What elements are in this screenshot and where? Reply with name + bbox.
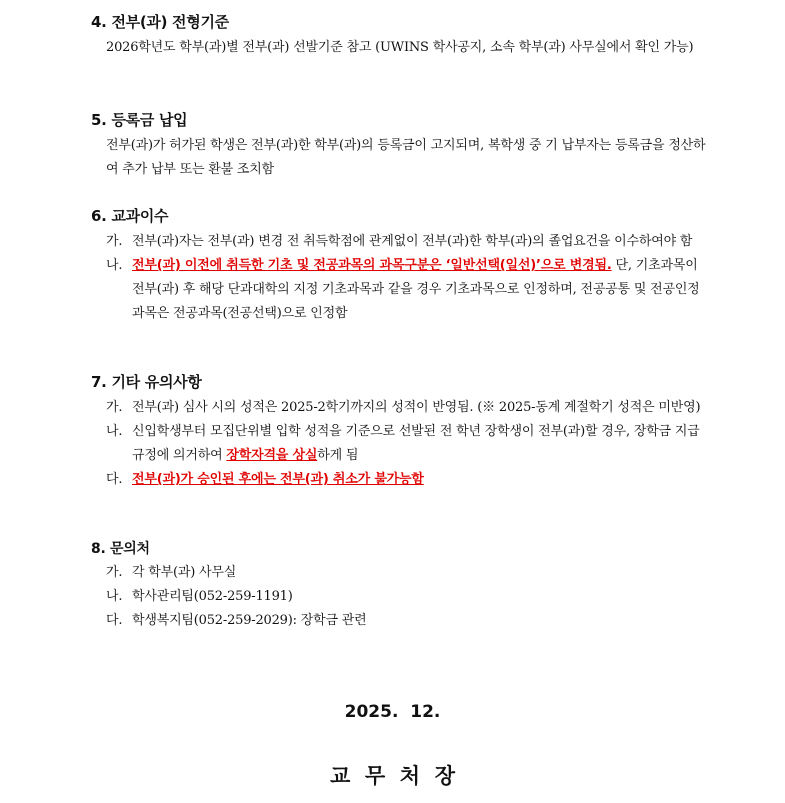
item-text: 전부(과) 심사 시의 성적은 2025-2학기까지의 성적이 반영됨. (※ 2025-동계 계절학기 성적은 미반영) <box>132 400 701 415</box>
section-6-item-b <box>91 254 711 326</box>
section-6-item-a <box>91 230 711 254</box>
section-5 <box>91 110 711 182</box>
section-5-heading: 5. 등록금 납입 <box>91 111 188 129</box>
section-8 <box>91 539 711 633</box>
emphasis-text: 장학자격을 상실 <box>226 448 318 463</box>
section-4-heading: 4. 전부(과) 전형기준 <box>91 13 229 31</box>
item-marker: 나. <box>106 258 123 273</box>
emphasis-text: 전부(과) 이전에 취득한 기초 및 전공과목의 과목구분은 ‘일반선택(일선)’으로 변경됨. <box>132 258 612 273</box>
item-text: 학생복지팀(052-259-2029): 장학금 관련 <box>132 613 367 628</box>
item-text: 전부(과)자는 전부(과) 변경 전 취득학점에 관계없이 전부(과)한 학부(과)의 졸업요건을 이수하여야 함 <box>132 234 693 249</box>
section-8-heading: 8. 문의처 <box>91 541 150 557</box>
section-7-heading: 7. 기타 유의사항 <box>91 373 202 391</box>
emphasis-text: 전부(과)가 승인된 후에는 전부(과) 취소가 불가능함 <box>132 472 424 487</box>
item-text: 신입학생부터 모집단위별 입학 성적을 기준으로 선발된 전 학년 장학생이 전부(과)할 경우, 장학금 지급 규정에 의거하여 <box>132 424 700 463</box>
item-text: 학사관리팀(052-259-1191) <box>132 589 293 604</box>
item-text: 각 학부(과) 사무실 <box>132 565 237 580</box>
section-7 <box>91 372 711 492</box>
section-7-item-a <box>91 396 711 420</box>
item-marker: 나. <box>106 589 123 604</box>
item-marker: 가. <box>106 400 123 415</box>
contact-item <box>91 561 711 585</box>
item-marker: 가. <box>106 234 123 249</box>
item-text: 단, 기초과목이 전부(과) 후 해당 단과대학의 지정 기초과목과 같을 경우 기초과목으로 인정하며, 전공공통 및 전공인정과목은 전공과목(전공선택)으로 인정함 <box>132 258 700 321</box>
section-6 <box>91 206 711 326</box>
item-text: 하게 됨 <box>317 448 359 463</box>
item-marker: 다. <box>106 472 123 487</box>
item-marker: 다. <box>106 613 123 628</box>
contact-item <box>91 585 711 609</box>
contact-item <box>91 609 711 633</box>
issuing-office: 교 무 처 장 <box>329 764 455 788</box>
section-7-item-b <box>91 420 711 468</box>
item-marker: 가. <box>106 565 123 580</box>
section-4 <box>91 12 711 60</box>
section-7-item-c <box>91 468 711 492</box>
section-5-body: 전부(과)가 허가된 학생은 전부(과)한 학부(과)의 등록금이 고지되며, 복학생 중 기 납부자는 등록금을 정산하여 추가 납부 또는 환불 조치함 <box>106 138 706 177</box>
section-6-heading: 6. 교과이수 <box>91 207 169 225</box>
item-marker: 나. <box>106 424 123 439</box>
document-date: 2025. 12. <box>344 702 441 722</box>
section-4-body: 2026학년도 학부(과)별 전부(과) 선발기준 참고 (UWINS 학사공지, 소속 학부(과) 사무실에서 확인 가능) <box>106 40 694 55</box>
